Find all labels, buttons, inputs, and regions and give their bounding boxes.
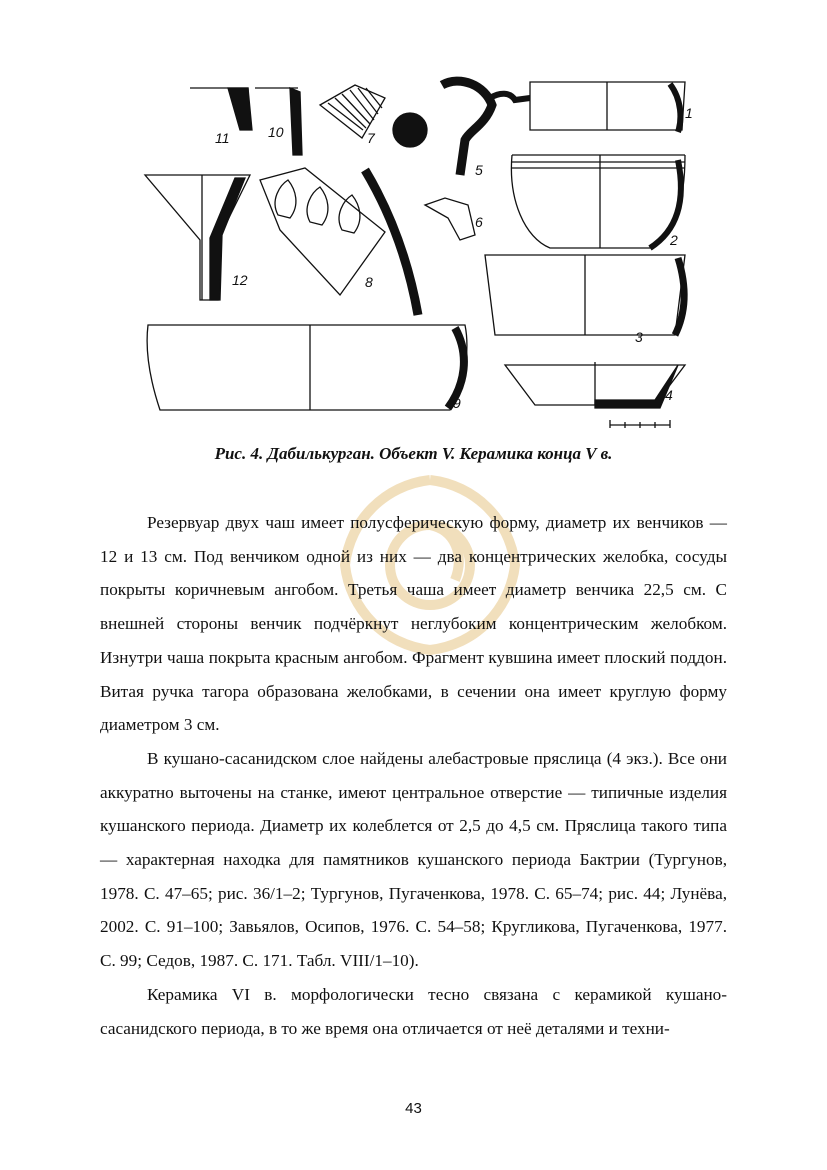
fragment-10-section xyxy=(290,88,302,155)
vessel-2-grooves xyxy=(512,155,685,168)
handle-5 xyxy=(442,81,492,175)
label-1: 1 xyxy=(685,105,693,121)
label-6: 6 xyxy=(475,214,483,230)
label-2: 2 xyxy=(670,232,678,248)
sherd-8-leaf-1 xyxy=(275,180,296,218)
label-11: 11 xyxy=(215,130,230,146)
pottery-figure xyxy=(130,70,710,440)
label-5: 5 xyxy=(475,162,483,178)
label-3: 3 xyxy=(635,329,643,345)
label-9: 9 xyxy=(453,395,461,411)
fragment-11-section xyxy=(228,88,252,130)
sherd-8-section xyxy=(365,170,418,315)
sherd-8-leaf-2 xyxy=(307,187,328,225)
handle-5-tail xyxy=(490,94,530,100)
page-number: 43 xyxy=(405,1100,422,1117)
paragraph-1: Резервуар двух чаш имеет полусферическую форму, диаметр их венчиков — 12 и 13 см. Под венчиком одной из них — два концентрических желобка, сосуды покрыты коричневым ангобом. Третья чаша имеет диаметр венчика 22,5 см. С внешней стороны венчик подчёркнут неглубоким концентрическим желобком. Изнутри чаша покрыта красным ангобом. Фрагмент кувшина имеет плоский поддон. Витая ручка тагора образована желобками, в сечении она имеет круглую форму диаметром 3 см. xyxy=(100,513,727,735)
paragraph-3: Керамика VI в. морфологически тесно связана с керамикой кушано-сасанидского периода, в то же время она отличается от неё деталями и техни- xyxy=(100,984,727,1038)
label-10: 10 xyxy=(268,124,284,140)
vessel-9-outline xyxy=(147,325,467,410)
fragment-7-disc xyxy=(393,113,427,147)
figure-caption: Рис. 4. Дабилькурган. Объект V. Керамика конца V в. xyxy=(214,444,613,463)
label-12: 12 xyxy=(232,272,248,288)
fragment-7-ribs xyxy=(328,88,382,130)
scale-bar xyxy=(610,420,670,428)
pottery-drawings xyxy=(130,70,710,440)
sherd-8-leaf-3 xyxy=(339,195,360,233)
vessel-1-section xyxy=(670,84,680,132)
body-text xyxy=(100,506,727,1045)
paragraph-2: В кушано-сасанидском слое найдены алебастровые пряслица (4 экз.). Все они аккуратно выточены на станке, имеют центральное отверстие — типичные изделия кушанского периода. Диаметр их колеблется от 2,5 до 4,5 см. Пряслица такого типа — характерная находка для памятников кушанского периода Бактрии (Тургунов, 1978. С. 47–65; рис. 36/1–2; Тургунов, Пугаченкова, 1978. С. 65–74; рис. 44; Лунёва, 2002. С. 91–100; Завьялов, Осипов, 1976. С. 54–58; Кругликова, Пугаченкова, 1977. С. 99; Седов, 1987. С. 171. Табл. VIII/1–10). xyxy=(100,748,727,971)
label-8: 8 xyxy=(365,274,373,290)
label-4: 4 xyxy=(665,387,673,403)
fragment-6 xyxy=(425,198,475,240)
vessel-2-outline xyxy=(511,155,685,248)
label-7: 7 xyxy=(367,130,375,146)
